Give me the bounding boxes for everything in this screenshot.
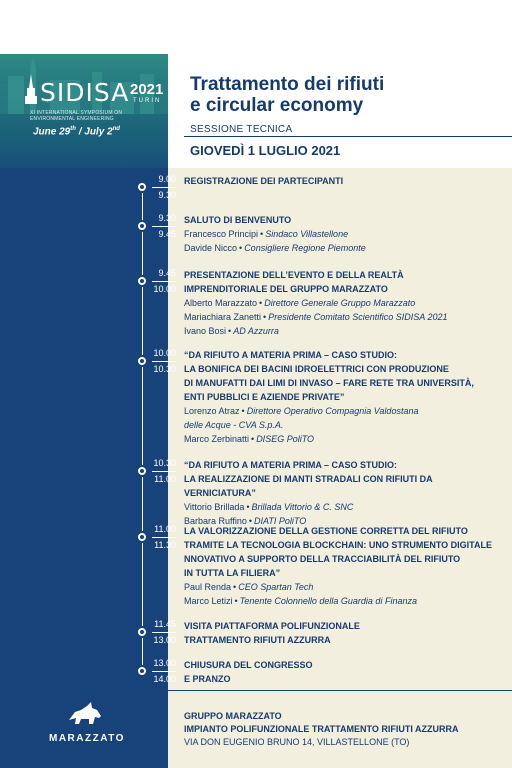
logo-dates: June 29th / July 2nd [33, 126, 120, 138]
speaker-name: Davide Nicco [184, 243, 238, 253]
entry-body [184, 458, 504, 528]
entry-body [184, 524, 504, 608]
logo-name: SIDISA [40, 78, 130, 107]
timeline-dot-icon [136, 220, 148, 232]
timeline-dot-icon [136, 355, 148, 367]
speaker-role: Consigliere Regione Piemonte [244, 243, 366, 253]
end-time: 11.30 [152, 537, 176, 550]
bullet-separator: • [259, 298, 263, 308]
entry-heading: NNOVATIVO A SUPPORTO DELLA TRACCIABILITÀ DEL RIFIUTO [184, 554, 461, 564]
entry-heading: “DA RIFIUTO A MATERIA PRIMA – CASO STUDIO: [184, 460, 397, 470]
start-time: 13.00 [153, 658, 176, 668]
end-time: 10.00 [152, 281, 176, 294]
timeline-dot-icon [136, 275, 148, 287]
bullet-separator: • [260, 229, 264, 239]
timeline-dot-icon [136, 465, 148, 477]
entry-heading: ENTI PUBBLICI E AZIENDE PRIVATE” [184, 392, 345, 402]
timeline-dot-icon [136, 531, 148, 543]
divider [184, 136, 512, 137]
speaker [184, 296, 504, 310]
venue-info [184, 710, 458, 749]
entry-body [184, 658, 504, 686]
speaker [184, 324, 504, 338]
entry-heading: E PRANZO [184, 674, 231, 684]
bullet-separator: • [263, 312, 267, 322]
entry-heading: REGISTRAZIONE DEI PARTECIPANTI [184, 176, 344, 186]
timeline-dot-icon [136, 181, 148, 193]
entry-body [184, 213, 504, 255]
title-block [190, 74, 500, 135]
logo-subtitle: XI INTERNATIONAL SYMPOSIUM ON ENVIRONMENTAL ENGINEERING [30, 110, 123, 122]
entry-heading: SALUTO DI BENVENUTO [184, 215, 292, 225]
speaker-role: Direttore Generale Gruppo Marazzato [264, 298, 416, 308]
entry-heading: “DA RIFIUTO A MATERIA PRIMA – CASO STUDIO: [184, 350, 397, 360]
bullet-separator: • [248, 516, 253, 526]
entry-heading: PRESENTAZIONE DELL’EVENTO E DELLA REALTÀ [184, 270, 404, 280]
bullet-separator: • [239, 243, 243, 253]
entry-heading: IMPRENDITORIALE DEL GRUPPO MARAZZATO [184, 284, 388, 294]
speaker-role: Direttore Operativo Compagnia Valdostana [246, 406, 419, 416]
speaker-role: Presidente Comitato Scientifico SIDISA 2021 [268, 312, 448, 322]
entry-heading: TRATTAMENTO RIFIUTI AZZURRA [184, 635, 331, 645]
page-title: Trattamento dei rifiuti e circular economy [190, 74, 385, 116]
speaker-role: Tenente Colonnello della Guardia di Finanza [239, 596, 417, 606]
entry-body [184, 348, 504, 446]
end-time: 11.00 [152, 471, 176, 484]
logo-year: 2021 [130, 81, 164, 98]
start-time: 11.00 [154, 524, 176, 534]
start-time: 10.00 [153, 348, 176, 358]
bullet-separator: • [234, 596, 238, 606]
bullet-separator: • [241, 406, 245, 416]
speaker-name: Ivano Bosi [184, 326, 227, 336]
bullet-separator: • [246, 502, 250, 512]
speaker-role: DIATI PoliTO [254, 516, 307, 526]
speaker-role: Brillada Vittorio & C. SNC [251, 502, 354, 512]
speaker-name: Marco Letizi [184, 596, 233, 606]
entry-heading: LA VALORIZZAZIONE DELLA GESTIONE CORRETTA DEL RIFIUTO [184, 526, 468, 536]
entry-heading: CHIUSURA DEL CONGRESSO [184, 660, 313, 670]
speaker-name: Francesco Principi [184, 229, 259, 239]
start-time: 10.30 [153, 458, 176, 468]
speaker [184, 432, 504, 446]
speaker-name: Mariachiara Zanetti [184, 312, 262, 322]
venue-org: GRUPPO MARAZZATO [184, 711, 282, 721]
speaker-role: Sindaco Villastellone [265, 229, 349, 239]
start-time: 9.45 [158, 268, 176, 278]
entry-body [184, 268, 504, 338]
speaker [184, 500, 504, 514]
bull-icon [65, 700, 105, 730]
end-time: 10.30 [152, 361, 176, 374]
start-time: 11.45 [154, 619, 176, 629]
venue-facility: IMPIANTO POLIFUNZIONALE TRATTAMENTO RIFIUTI AZZURRA [184, 724, 459, 734]
timeline-dot-icon [136, 665, 148, 677]
sidisa-logo [0, 54, 168, 168]
start-time: 9.30 [158, 213, 176, 223]
entry-body [184, 619, 504, 647]
entry-heading: DI MANUFATTI DAI LIMI DI INVASO – FARE RETE TRA UNIVERSITÀ, [184, 378, 474, 388]
start-time: 9.00 [158, 174, 176, 184]
speaker-role: AD Azzurra [233, 326, 279, 336]
speaker-name: Marco Zerbinatti [184, 434, 250, 444]
mole-antonelliana-icon [22, 74, 40, 104]
event-date: GIOVEDÌ 1 LUGLIO 2021 [190, 143, 341, 158]
speaker [184, 227, 504, 241]
timeline-dot-icon [136, 626, 148, 638]
speaker-name: Paul Renda [184, 582, 232, 592]
divider [168, 690, 512, 691]
speaker-name: Alberto Marazzato [184, 298, 258, 308]
speaker-name: Barbara Ruffino [184, 516, 247, 526]
entry-heading: VISITA PIATTAFORMA POLIFUNZIONALE [184, 621, 360, 631]
venue-address: VIA DON EUGENIO BRUNO 14, VILLASTELLONE (TO) [184, 737, 410, 747]
end-time: 9.30 [152, 187, 176, 200]
speaker [184, 404, 504, 418]
speaker [184, 594, 504, 608]
entry-heading: IN TUTTA LA FILIERA” [184, 568, 281, 578]
end-time: 13.00 [152, 632, 176, 645]
timeline-line [142, 186, 143, 676]
entry-heading: TRAMITE LA TECNOLOGIA BLOCKCHAIN: UNO STRUMENTO DIGITALE [184, 540, 492, 550]
speaker-role-continued: delle Acque - CVA S.p.A. [184, 420, 284, 430]
entry-heading: LA BONIFICA DEI BACINI IDROELETTRICI CON PRODUZIONE [184, 364, 449, 374]
end-time: 14.00 [152, 671, 176, 684]
bullet-separator: • [228, 326, 232, 336]
logo-city: TURIN [133, 98, 162, 104]
speaker [184, 310, 504, 324]
bullet-separator: • [251, 434, 255, 444]
speaker-role: DISEG PoliTO [256, 434, 315, 444]
end-time: 9.45 [152, 226, 176, 239]
entry-heading: LA REALIZZAZIONE DI MANTI STRADALI CON RIFIUTI DA VERNICIATURA” [184, 474, 433, 498]
speaker [184, 241, 504, 255]
bullet-separator: • [233, 582, 237, 592]
session-label: SESSIONE TECNICA [190, 124, 293, 135]
entry-body [184, 174, 504, 188]
header [0, 0, 512, 168]
brand-name: MARAZZATO [49, 733, 125, 744]
speaker [184, 580, 504, 594]
speaker-name: Lorenzo Atraz [184, 406, 240, 416]
speaker-role: CEO Spartan Tech [238, 582, 314, 592]
speaker-name: Vittorio Brillada [184, 502, 245, 512]
